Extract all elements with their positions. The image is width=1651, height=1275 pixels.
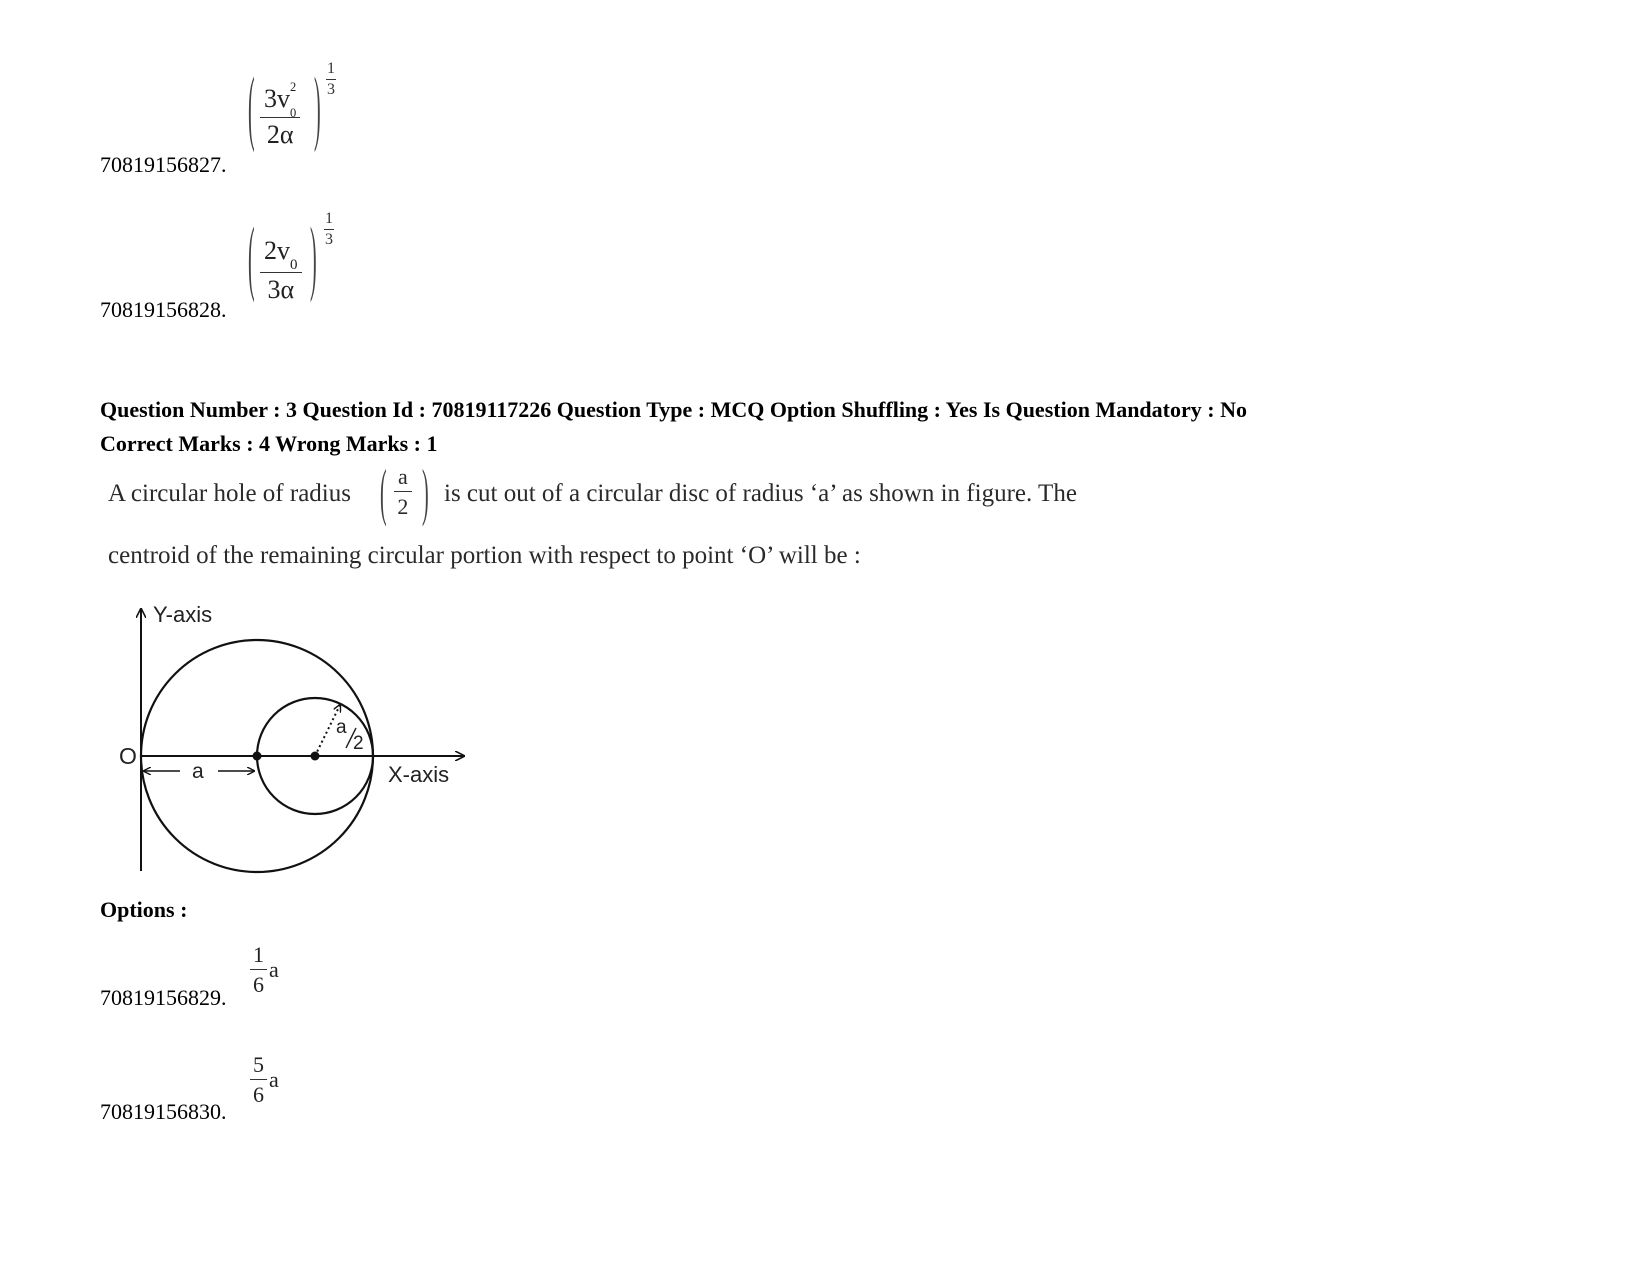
- exponent-denominator: 3: [325, 231, 333, 248]
- question-stem-line2: centroid of the remaining circular portion with respect to point ‘O’ will be :: [108, 542, 861, 569]
- left-paren: (: [380, 458, 387, 530]
- option-expression: [246, 210, 356, 320]
- denominator: 2: [397, 494, 409, 519]
- numerator: 5: [250, 1054, 267, 1080]
- stem-fraction: [380, 458, 440, 542]
- variable: a: [269, 1067, 279, 1092]
- disc-center-point: [253, 752, 262, 761]
- distance-label: a: [192, 760, 204, 783]
- option-expression: [250, 938, 279, 1002]
- exponent: [324, 210, 334, 249]
- numerator: 2v: [264, 236, 290, 265]
- circle-diagram: [100, 595, 480, 880]
- radius-label-numerator: a: [336, 717, 347, 738]
- subscript: 0: [290, 257, 298, 274]
- x-axis-label: X-axis: [388, 762, 450, 787]
- fraction: [394, 466, 412, 518]
- question-meta-line2: Correct Marks : 4 Wrong Marks : 1: [100, 431, 438, 456]
- option-id: 70819156828.: [100, 297, 227, 322]
- exponent-numerator: 1: [325, 210, 333, 227]
- exponent: [326, 60, 336, 99]
- numerator: 3v: [264, 84, 290, 113]
- fraction: [260, 238, 302, 303]
- denominator: 6: [253, 1082, 264, 1107]
- numerator: 1: [250, 944, 267, 970]
- right-paren: ): [314, 63, 321, 156]
- superscript: 2: [290, 80, 297, 94]
- option-expression: [250, 1048, 279, 1112]
- option-id: 70819156827.: [100, 152, 227, 177]
- y-axis-label: Y-axis: [153, 602, 213, 627]
- denominator: 6: [253, 972, 264, 997]
- exponent-numerator: 1: [327, 60, 335, 77]
- fraction: [250, 944, 267, 996]
- denominator: 2α: [266, 119, 294, 149]
- subscript: 0: [290, 106, 297, 120]
- options-heading: Options :: [100, 897, 188, 922]
- option-id: 70819156830.: [100, 1099, 227, 1124]
- origin-label: O: [119, 743, 137, 769]
- radius-label-denominator: 2: [353, 733, 364, 754]
- question-meta: [100, 393, 1550, 461]
- stem-text-continued: is cut out of a circular disc of radius ‘a’ as shown in figure. The: [444, 480, 1077, 507]
- left-paren: (: [248, 213, 255, 306]
- denominator: 3α: [267, 275, 295, 305]
- numerator: a: [394, 466, 412, 492]
- question-stem-line1: [108, 480, 351, 508]
- left-paren: (: [248, 63, 255, 156]
- exponent-denominator: 3: [327, 81, 335, 98]
- option-id: 70819156829.: [100, 985, 227, 1010]
- option-expression: [246, 60, 356, 170]
- fraction: [260, 80, 300, 149]
- right-paren: ): [422, 458, 429, 530]
- fraction: [250, 1054, 267, 1106]
- question-meta-line1: Question Number : 3 Question Id : 70819117226 Question Type : MCQ Option Shuffling : Yes Is Question Mandatory : No: [100, 397, 1247, 422]
- right-paren: ): [310, 213, 317, 306]
- stem-text: A circular hole of radius: [108, 480, 351, 507]
- variable: a: [269, 957, 279, 982]
